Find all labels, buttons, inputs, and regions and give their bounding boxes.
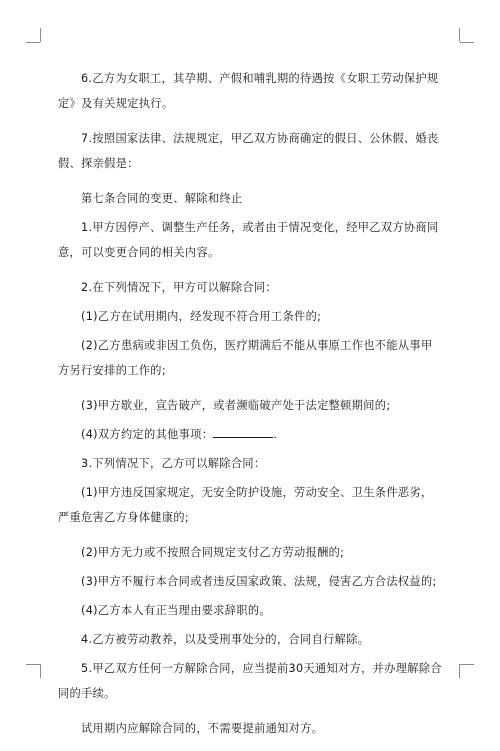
list-item-text: (4)双方约定的其他事项： — [81, 428, 214, 441]
paragraph: 3.下列情况下，乙方可以解除合同： — [81, 457, 266, 470]
list-item: (2)甲方无力或不按照合同规定支付乙方劳动报酬的; — [81, 546, 345, 559]
paragraph: 5.甲乙双方任何一方解除合同，应当提前30天通知对方，并办理解除合同的手续。 — [58, 662, 442, 700]
paragraph: 7.按照国家法律、法规规定，甲乙双方协商确定的假日、公休假、婚丧假、探亲假是： — [58, 132, 439, 170]
list-item — [58, 422, 442, 447]
list-item: (1)乙方在试用期内，经发现不符合用工条件的; — [81, 310, 322, 323]
section-heading: 第七条合同的变更、解除和终止 — [81, 192, 243, 205]
list-item: (3)甲方歇业，宣告破产，或者濒临破产处于法定整顿期间的; — [81, 399, 391, 412]
list-item: (1)甲方违反国家规定，无安全防护设施，劳动安全、卫生条件恶劣，严重危害乙方身体健康的; — [58, 486, 433, 524]
blank-suffix: . — [273, 428, 278, 441]
crop-mark-bottom-right — [459, 664, 460, 678]
crop-mark-top-left-h — [26, 42, 40, 43]
paragraph: 2.在下列情况下，甲方可以解除合同： — [81, 281, 277, 294]
list-item: (4)乙方本人有正当理由要求辞职的。 — [81, 604, 271, 617]
list-item: (2)乙方患病或非因工负伤，医疗期满后不能从事原工作也不能从事甲方另行安排的工作的; — [58, 339, 433, 377]
paragraph: 试用期内应解除合同的，不需要提前通知对方。 — [81, 722, 324, 735]
paragraph: 6.乙方为女职工，其孕期、产假和哺乳期的待遇按《女职工劳动保护规定》及有关规定执行。 — [58, 72, 439, 110]
crop-mark-top-right-h — [460, 42, 474, 43]
fill-in-blank[interactable] — [213, 426, 273, 438]
crop-mark-bottom-right-h — [460, 664, 474, 665]
crop-mark-bottom-left-h — [26, 664, 40, 665]
crop-mark-bottom-left — [40, 664, 41, 678]
crop-mark-top-left — [40, 28, 41, 42]
document-body — [58, 66, 442, 751]
paragraph: 1.甲方因停产、调整生产任务，或者由于情况变化，经甲乙双方协商同意，可以变更合同的相关内容。 — [58, 221, 439, 259]
list-item: (3)甲方不履行本合同或者违反国家政策、法规，侵害乙方合法权益的; — [81, 575, 437, 588]
crop-mark-top-right — [459, 28, 460, 42]
paragraph: 4.乙方被劳动教养，以及受刑事处分的，合同自行解除。 — [81, 633, 370, 646]
